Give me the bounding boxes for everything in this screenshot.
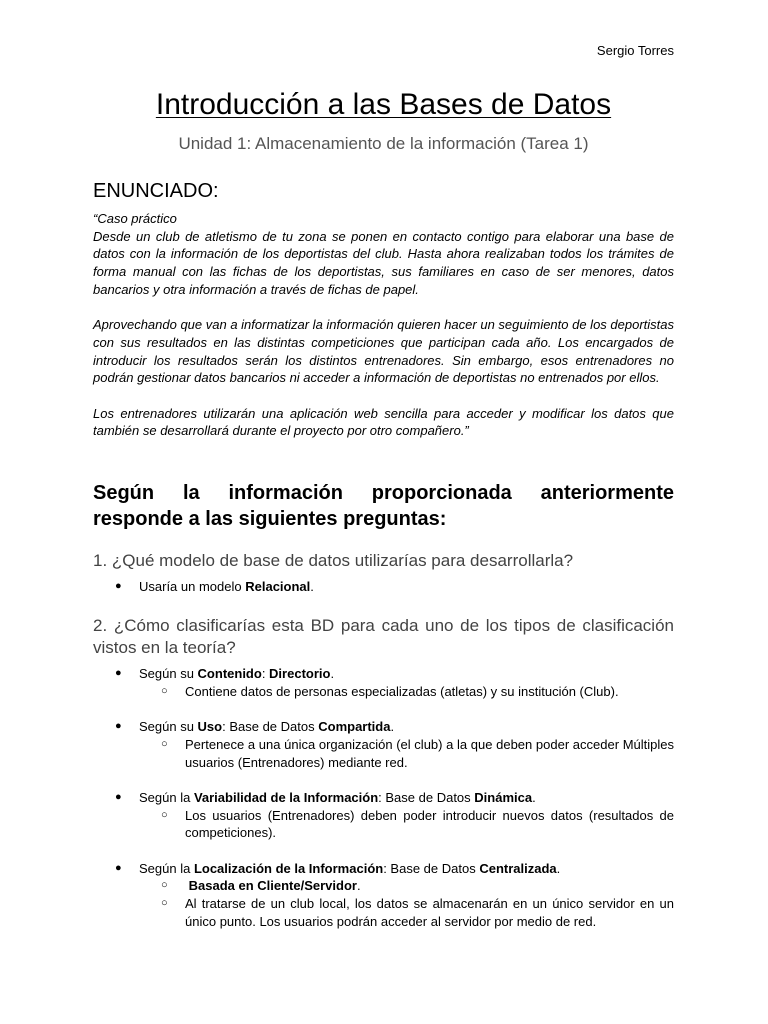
enunciado-heading: ENUNCIADO: — [93, 180, 219, 202]
question-2-answers — [93, 665, 674, 931]
circle-bullet-icon: ○ — [161, 808, 168, 821]
sub-list — [139, 877, 674, 930]
bullet-icon: ● — [115, 720, 122, 733]
statement-block — [93, 210, 674, 440]
question-1-answers — [93, 578, 674, 596]
list-item: ● Usaría un modelo Relacional. — [115, 579, 314, 594]
circle-bullet-icon: ○ — [161, 684, 168, 697]
document-title: Introducción a las Bases de Datos — [155, 88, 612, 121]
bullet-icon: ● — [115, 790, 122, 803]
list-item: ● Según la Variabilidad de la Información: Base de Datos Dinámica. ○ Los usuarios (Entrenadores) deben poder introducir nuevos datos (resultados de competiciones). — [115, 789, 674, 841]
circle-bullet-icon: ○ — [161, 737, 168, 750]
sub-list — [139, 683, 674, 701]
sub-list-item: ○ Contiene datos de personas especializadas (atletas) y su institución (Club). — [161, 683, 619, 699]
questions-heading: Según la información proporcionada anteriormente responde a las siguientes preguntas: — [93, 482, 674, 530]
statement-intro: “Caso práctico — [93, 211, 177, 226]
bullet-icon: ● — [115, 580, 122, 592]
question-1: 1. ¿Qué modelo de base de datos utilizarías para desarrollarla? — [93, 551, 574, 570]
sub-list-item: ○ Los usuarios (Entrenadores) deben poder introducir nuevos datos (resultados de competiciones). — [161, 807, 674, 841]
sub-list-item: ○ Pertenece a una única organización (el club) a la que deben poder acceder Múltiples usuarios (Entrenadores) mediante red. — [161, 736, 674, 770]
statement-paragraph-1: Desde un club de atletismo de tu zona se ponen en contacto contigo para elaborar una base de datos con la información de los deportistas del club. Hasta ahora realizaban todos los trámites de forma manual con las fichas de los deportistas, sus familiares en caso de ser menores, datos bancarios y otra información a través de fichas de papel. — [93, 228, 674, 297]
author-name: Sergio Torres — [596, 43, 674, 58]
sub-list-item: ○ Al tratarse de un club local, los datos se almacenarán en un único servidor en un único punto. Los usuarios podrán acceder al servidor por medio de red. — [161, 896, 674, 929]
circle-bullet-icon: ○ — [161, 879, 168, 892]
circle-bullet-icon: ○ — [161, 897, 168, 910]
list-item: ● Según la Localización de la Información: Base de Datos Centralizada. ○ Basada en Cliente/Servidor. ○ Al tratarse de un club local, los datos se almacenarán en un único servidor en un único punto. Los usuarios podrán acceder al servidor por medio de red. — [115, 860, 674, 929]
question-2: 2. ¿Cómo clasificarías esta BD para cada uno de los tipos de clasificación vistos en la teoría? — [93, 616, 674, 657]
statement-paragraph-3: Los entrenadores utilizarán una aplicación web sencilla para acceder y modificar los datos que también se desarrollará durante el proyecto por otro compañero.” — [93, 405, 674, 439]
bullet-icon: ● — [115, 861, 122, 874]
sub-list-item: ○ Basada en Cliente/Servidor. — [161, 878, 361, 894]
list-item: ● Según su Uso: Base de Datos Compartida. ○ Pertenece a una única organización (el club) a la que deben poder acceder Múltiples usuarios (Entrenadores) mediante red. — [115, 719, 674, 770]
sub-list — [139, 807, 674, 842]
bullet-icon: ● — [115, 667, 122, 679]
list-item: ● Según su Contenido: Directorio. ○ Contiene datos de personas especializadas (atletas) y su institución (Club). — [93, 665, 674, 700]
statement-paragraph-2: Aprovechando que van a informatizar la información quieren hacer un seguimiento de los deportistas con sus resultados en las distintas competiciones que participan cada año. Los encargados de introducir los resultados serán los distintos entrenadores. Sin embargo, esos entrenadores no podrán gestionar datos bancarios ni acceder a información de deportistas no entrenados por ellos. — [93, 317, 675, 386]
document-subtitle: Unidad 1: Almacenamiento de la información (Tarea 1) — [178, 134, 589, 153]
sub-list — [139, 736, 674, 771]
